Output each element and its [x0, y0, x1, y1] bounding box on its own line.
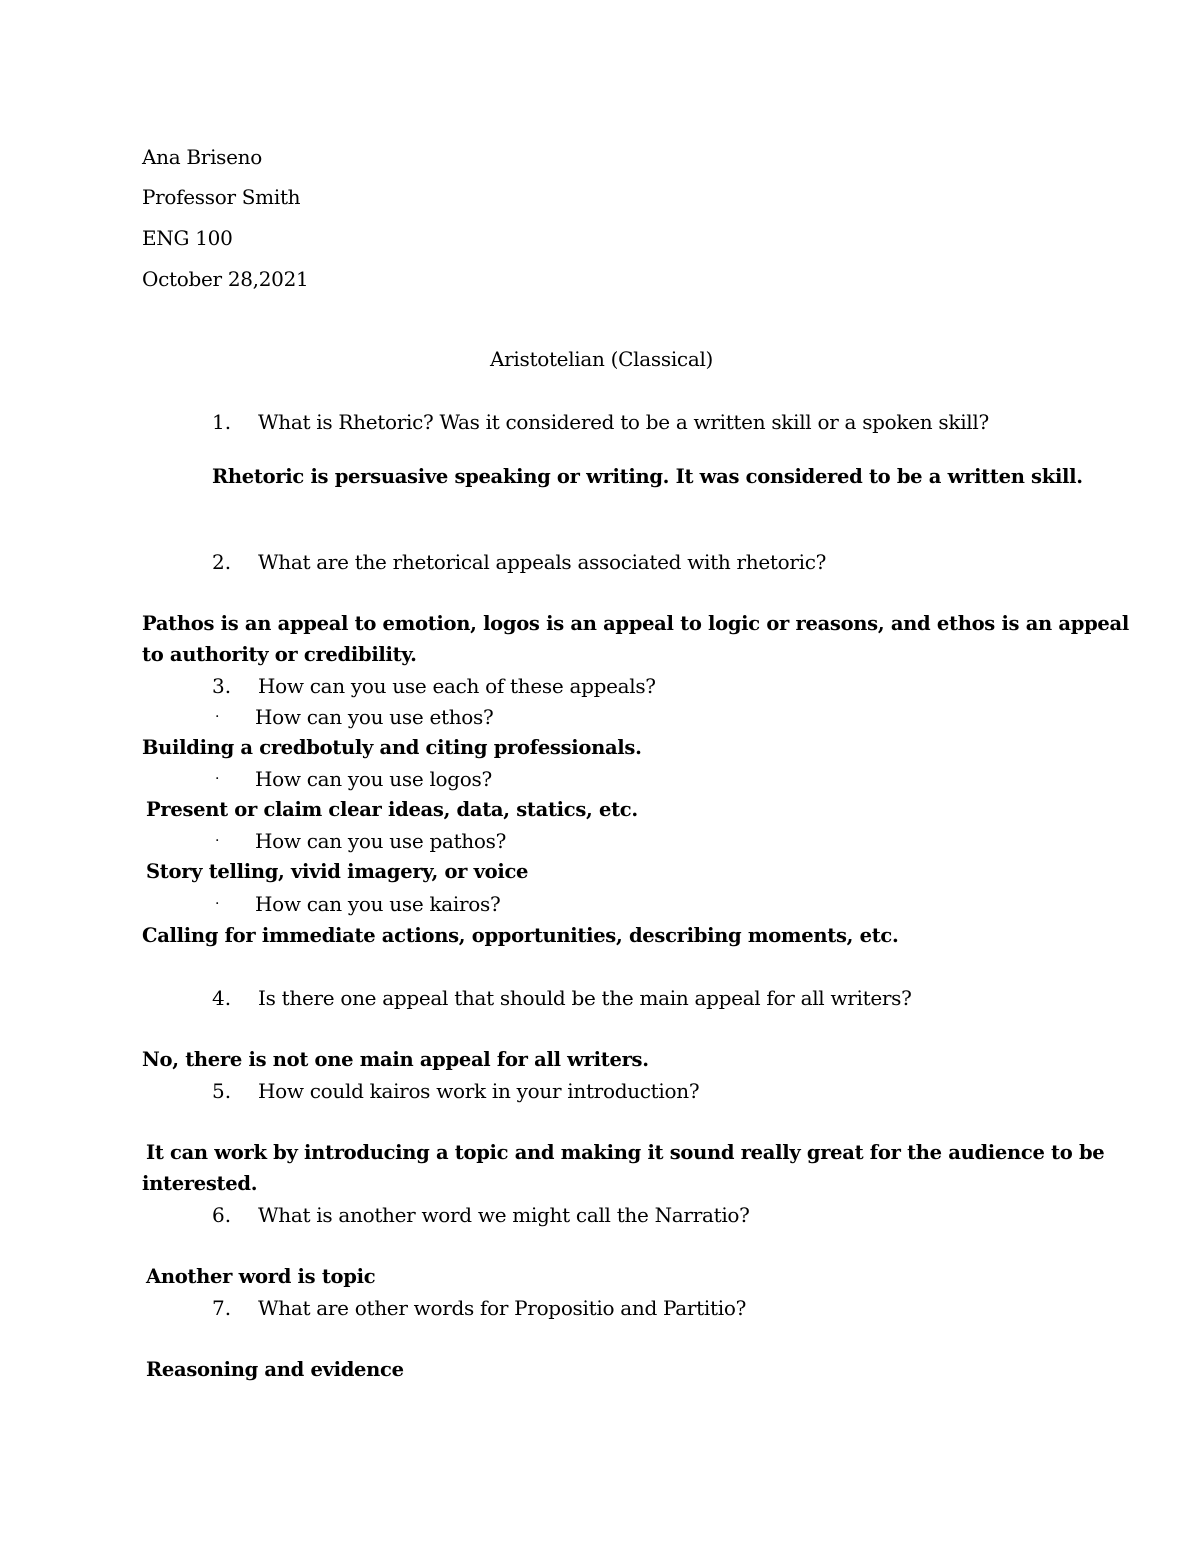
sub-question-text: How can you use logos? — [255, 767, 492, 791]
answer-text: to authority or credibility. — [142, 643, 417, 666]
course-code: ENG 100 — [142, 226, 233, 250]
question-text: What is Rhetoric? Was it considered to be a written skill or a spoken skill? — [258, 410, 989, 434]
sub-question-text: How can you use ethos? — [255, 705, 494, 729]
bullet: · — [215, 896, 220, 912]
answer-text: Story telling, vivid imagery, or voice — [146, 860, 529, 883]
bullet: · — [215, 771, 220, 787]
answer-text: Building a credbotuly and citing professionals. — [142, 736, 642, 759]
bullet: · — [215, 833, 220, 849]
document-title: Aristotelian (Classical) — [490, 347, 714, 371]
question-text: Is there one appeal that should be the main appeal for all writers? — [258, 986, 912, 1010]
question-text: What are the rhetorical appeals associated with rhetoric? — [258, 550, 827, 574]
answer-text: Calling for immediate actions, opportunities, describing moments, etc. — [142, 924, 899, 947]
question-number: 7. — [212, 1296, 232, 1320]
answer-text: Present or claim clear ideas, data, statics, etc. — [146, 798, 638, 821]
question-text: How can you use each of these appeals? — [258, 674, 656, 698]
answer-text: No, there is not one main appeal for all writers. — [142, 1048, 649, 1071]
answer-text: Another word is topic — [146, 1265, 376, 1288]
question-number: 3. — [212, 674, 232, 698]
sub-question-text: How can you use pathos? — [255, 829, 507, 853]
question-number: 6. — [212, 1203, 232, 1227]
answer-text: Rhetoric is persuasive speaking or writing. It was considered to be a written skill. — [212, 465, 1083, 488]
question-number: 1. — [212, 410, 232, 434]
answer-text: Pathos is an appeal to emotion, logos is an appeal to logic or reasons, and ethos is an appeal — [142, 612, 1129, 635]
question-number: 5. — [212, 1079, 232, 1103]
author-name: Ana Briseno — [142, 145, 262, 169]
answer-text: interested. — [142, 1172, 258, 1195]
document-date: October 28,2021 — [142, 267, 309, 291]
answer-text: Reasoning and evidence — [146, 1358, 404, 1381]
bullet: · — [215, 709, 220, 725]
question-number: 2. — [212, 550, 232, 574]
question-text: How could kairos work in your introduction? — [258, 1079, 700, 1103]
sub-question-text: How can you use kairos? — [255, 892, 501, 916]
question-number: 4. — [212, 986, 232, 1010]
question-text: What are other words for Propositio and Partitio? — [258, 1296, 746, 1320]
professor-name: Professor Smith — [142, 185, 301, 209]
answer-text: It can work by introducing a topic and making it sound really great for the audience to be — [146, 1141, 1105, 1164]
question-text: What is another word we might call the Narratio? — [258, 1203, 750, 1227]
